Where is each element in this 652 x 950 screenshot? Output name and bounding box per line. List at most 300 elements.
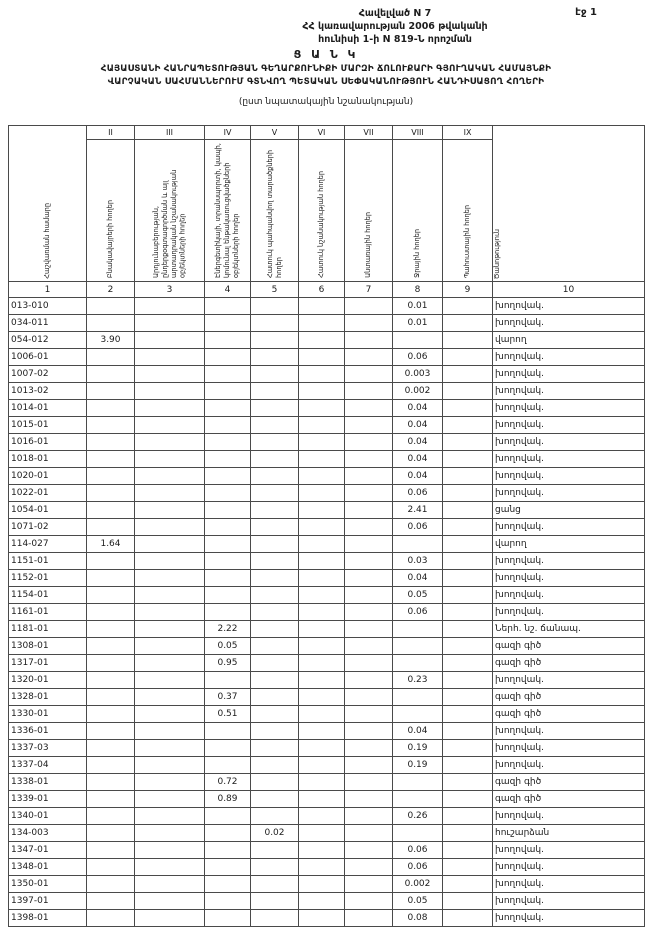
value-cell	[135, 791, 205, 808]
parcel-code: 1398-01	[9, 910, 87, 927]
value-cell	[205, 417, 251, 434]
table-row	[9, 791, 645, 808]
column-label: Ծանոթություն	[493, 228, 501, 279]
value-cell	[205, 808, 251, 825]
column-label: Հատուկ պահպանվող տարածքների հողեր	[265, 149, 283, 278]
note-cell: խողովակ.	[493, 808, 645, 825]
value-cell	[443, 910, 493, 927]
value-cell	[87, 740, 135, 757]
column-header	[443, 140, 493, 282]
value-cell	[443, 298, 493, 315]
value-cell	[87, 417, 135, 434]
column-number: 6	[299, 282, 345, 298]
value-cell	[443, 485, 493, 502]
parcel-code: 1337-03	[9, 740, 87, 757]
value-cell	[345, 502, 393, 519]
note-cell: գազի գիծ	[493, 774, 645, 791]
table-row	[9, 400, 645, 417]
value-cell	[135, 383, 205, 400]
value-cell	[87, 876, 135, 893]
parcel-code: 1022-01	[9, 485, 87, 502]
value-cell	[251, 621, 299, 638]
value-cell	[251, 502, 299, 519]
value-cell: 2.22	[205, 621, 251, 638]
value-cell	[251, 400, 299, 417]
parcel-code: 1181-01	[9, 621, 87, 638]
table-row	[9, 672, 645, 689]
value-cell	[251, 638, 299, 655]
column-numeral: VII	[345, 126, 393, 140]
value-cell	[299, 859, 345, 876]
value-cell	[205, 502, 251, 519]
column-header	[251, 140, 299, 282]
value-cell: 0.72	[205, 774, 251, 791]
value-cell	[251, 315, 299, 332]
value-cell	[87, 842, 135, 859]
value-cell	[135, 723, 205, 740]
value-cell	[87, 621, 135, 638]
value-cell	[135, 757, 205, 774]
column-label: Հաշվառման համարը	[43, 203, 52, 279]
note-cell: խողովակ.	[493, 400, 645, 417]
document-type-heading: Ց Ա Ն Կ	[293, 48, 359, 61]
table-row	[9, 519, 645, 536]
table-row	[9, 587, 645, 604]
value-cell	[299, 468, 345, 485]
note-cell: խողովակ.	[493, 570, 645, 587]
table-row	[9, 349, 645, 366]
value-cell	[87, 434, 135, 451]
value-cell	[135, 655, 205, 672]
value-cell	[251, 434, 299, 451]
column-numeral: II	[87, 126, 135, 140]
value-cell	[299, 876, 345, 893]
value-cell	[205, 366, 251, 383]
parcel-code: 1320-01	[9, 672, 87, 689]
value-cell	[205, 536, 251, 553]
parcel-code: 1339-01	[9, 791, 87, 808]
note-cell: խողովակ.	[493, 893, 645, 910]
column-number: 3	[135, 282, 205, 298]
parcel-code: 1020-01	[9, 468, 87, 485]
value-cell	[205, 383, 251, 400]
parcel-code: 1007-02	[9, 366, 87, 383]
value-cell	[87, 298, 135, 315]
table-row	[9, 876, 645, 893]
parcel-code: 1006-01	[9, 349, 87, 366]
value-cell: 0.01	[393, 298, 443, 315]
value-cell	[299, 383, 345, 400]
value-cell	[205, 451, 251, 468]
value-cell	[251, 655, 299, 672]
value-cell	[345, 332, 393, 349]
value-cell	[87, 485, 135, 502]
value-cell	[345, 315, 393, 332]
table-row	[9, 315, 645, 332]
table-row	[9, 434, 645, 451]
note-cell: ցանց	[493, 502, 645, 519]
note-cell: խողովակ.	[493, 298, 645, 315]
value-cell	[205, 587, 251, 604]
column-header	[205, 140, 251, 282]
note-cell: խողովակ.	[493, 723, 645, 740]
value-cell: 0.003	[393, 366, 443, 383]
value-cell: 0.04	[393, 570, 443, 587]
value-cell	[345, 298, 393, 315]
parcel-code: 114-027	[9, 536, 87, 553]
value-cell	[443, 604, 493, 621]
value-cell	[135, 638, 205, 655]
value-cell	[345, 519, 393, 536]
value-cell	[299, 757, 345, 774]
column-header	[299, 140, 345, 282]
value-cell	[251, 587, 299, 604]
note-cell: գազի գիծ	[493, 791, 645, 808]
table-row	[9, 723, 645, 740]
table-row	[9, 740, 645, 757]
note-cell: խողովակ.	[493, 383, 645, 400]
note-cell: խողովակ.	[493, 553, 645, 570]
value-cell	[443, 723, 493, 740]
table-row	[9, 451, 645, 468]
value-cell	[87, 774, 135, 791]
value-cell	[299, 706, 345, 723]
value-cell	[443, 689, 493, 706]
document-title-line-2: ՎԱՐՉԱԿԱՆ ՍԱՀՄԱՆՆԵՐՈՒՄ ԳՏՆՎՈՂ ՊԵՏԱԿԱՆ ՍԵՓԱԿԱՆՈՒԹՅՈՒՆ ՀԱՆԴԻՍԱՑՈՂ ՀՈՂԵՐԻ	[107, 76, 545, 87]
parcel-code: 013-010	[9, 298, 87, 315]
table-row	[9, 536, 645, 553]
column-header	[345, 140, 393, 282]
value-cell	[135, 536, 205, 553]
column-header-note	[493, 126, 645, 282]
value-cell: 0.26	[393, 808, 443, 825]
value-cell	[251, 791, 299, 808]
note-cell: խողովակ.	[493, 349, 645, 366]
column-header	[87, 140, 135, 282]
parcel-code: 1152-01	[9, 570, 87, 587]
note-cell: խողովակ.	[493, 519, 645, 536]
value-cell	[87, 553, 135, 570]
value-cell	[251, 757, 299, 774]
value-cell: 0.06	[393, 859, 443, 876]
value-cell	[443, 774, 493, 791]
value-cell	[393, 332, 443, 349]
value-cell	[443, 570, 493, 587]
value-cell	[299, 315, 345, 332]
value-cell	[205, 553, 251, 570]
value-cell	[251, 893, 299, 910]
value-cell	[345, 893, 393, 910]
column-label: Ջրային հողեր	[413, 229, 422, 278]
table-row	[9, 825, 645, 842]
value-cell	[87, 723, 135, 740]
value-cell	[251, 298, 299, 315]
value-cell	[135, 604, 205, 621]
value-cell	[299, 536, 345, 553]
parcel-code: 1337-04	[9, 757, 87, 774]
value-cell	[345, 553, 393, 570]
value-cell	[443, 672, 493, 689]
value-cell	[135, 808, 205, 825]
value-cell	[345, 621, 393, 638]
value-cell	[299, 553, 345, 570]
value-cell	[135, 519, 205, 536]
column-label: Հատուկ նշանակության հողեր	[317, 171, 326, 278]
value-cell	[205, 859, 251, 876]
value-cell	[443, 553, 493, 570]
value-cell	[443, 349, 493, 366]
value-cell	[251, 570, 299, 587]
value-cell	[251, 604, 299, 621]
value-cell	[299, 519, 345, 536]
value-cell	[87, 519, 135, 536]
value-cell: 0.05	[393, 587, 443, 604]
table-row	[9, 298, 645, 315]
value-cell	[443, 502, 493, 519]
parcel-code: 034-011	[9, 315, 87, 332]
value-cell	[251, 536, 299, 553]
value-cell	[443, 808, 493, 825]
parcel-code: 1347-01	[9, 842, 87, 859]
value-cell	[205, 570, 251, 587]
value-cell: 0.04	[393, 434, 443, 451]
parcel-code: 1328-01	[9, 689, 87, 706]
note-cell: գազի գիծ	[493, 706, 645, 723]
column-label: Արդյունաբերության, ընդերքօգտագործման և այլ արտադրական նշանակության օբյեկտների հողեր	[151, 169, 187, 278]
table-row	[9, 570, 645, 587]
value-cell	[87, 859, 135, 876]
value-cell	[251, 451, 299, 468]
value-cell	[443, 757, 493, 774]
value-cell	[443, 655, 493, 672]
table-row	[9, 553, 645, 570]
value-cell	[345, 825, 393, 842]
value-cell	[251, 332, 299, 349]
value-cell	[345, 383, 393, 400]
value-cell	[251, 842, 299, 859]
table-row	[9, 910, 645, 927]
column-number: 8	[393, 282, 443, 298]
value-cell	[87, 451, 135, 468]
value-cell	[87, 400, 135, 417]
table-row	[9, 468, 645, 485]
value-cell	[87, 315, 135, 332]
value-cell	[345, 468, 393, 485]
value-cell	[393, 774, 443, 791]
table-header	[9, 126, 645, 298]
note-cell: խողովակ.	[493, 468, 645, 485]
value-cell	[251, 553, 299, 570]
value-cell	[299, 400, 345, 417]
value-cell	[135, 706, 205, 723]
value-cell	[205, 315, 251, 332]
appendix-line: Հավելված N 7	[358, 8, 432, 19]
value-cell	[205, 757, 251, 774]
value-cell	[443, 893, 493, 910]
value-cell	[299, 298, 345, 315]
value-cell	[299, 366, 345, 383]
note-cell: Ներհ. նշ. ճանապ.	[493, 621, 645, 638]
value-cell	[205, 740, 251, 757]
table-row	[9, 638, 645, 655]
value-cell	[251, 468, 299, 485]
table-row	[9, 502, 645, 519]
parcel-code: 1340-01	[9, 808, 87, 825]
value-cell	[205, 604, 251, 621]
value-cell: 0.51	[205, 706, 251, 723]
value-cell	[345, 672, 393, 689]
parcel-code: 1071-02	[9, 519, 87, 536]
value-cell	[87, 468, 135, 485]
value-cell	[135, 825, 205, 842]
value-cell	[443, 519, 493, 536]
note-cell: գազի գիծ	[493, 655, 645, 672]
note-cell: խողովակ.	[493, 859, 645, 876]
value-cell	[345, 689, 393, 706]
value-cell	[443, 842, 493, 859]
value-cell	[299, 910, 345, 927]
value-cell	[345, 808, 393, 825]
value-cell	[299, 740, 345, 757]
value-cell	[299, 417, 345, 434]
value-cell: 0.08	[393, 910, 443, 927]
column-numeral: VIII	[393, 126, 443, 140]
value-cell	[299, 570, 345, 587]
value-cell	[299, 434, 345, 451]
value-cell	[251, 859, 299, 876]
value-cell: 1.64	[87, 536, 135, 553]
note-cell: գազի գիծ	[493, 638, 645, 655]
land-register-table	[8, 125, 645, 927]
value-cell	[443, 621, 493, 638]
document-title-line-1: ՀԱՅԱՍՏԱՆԻ ՀԱՆՐԱՊԵՏՈՒԹՅԱՆ ԳԵՂԱՐՔՈՒՆԻՔԻ ՄԱՐԶԻ ՃՈԼՈՒՔԱՐԻ ԳՅՈՒՂԱԿԱՆ ՀԱՄԱՅՆՔԻ	[100, 64, 552, 74]
value-cell	[251, 723, 299, 740]
value-cell	[87, 366, 135, 383]
note-cell: խողովակ.	[493, 740, 645, 757]
value-cell	[135, 553, 205, 570]
parcel-code: 1014-01	[9, 400, 87, 417]
value-cell	[443, 536, 493, 553]
value-cell: 0.37	[205, 689, 251, 706]
table-row	[9, 383, 645, 400]
value-cell	[87, 689, 135, 706]
value-cell	[251, 876, 299, 893]
value-cell	[299, 587, 345, 604]
value-cell	[87, 672, 135, 689]
value-cell: 0.002	[393, 876, 443, 893]
parcel-code: 134-003	[9, 825, 87, 842]
value-cell	[345, 604, 393, 621]
value-cell	[443, 400, 493, 417]
value-cell	[135, 315, 205, 332]
value-cell: 0.002	[393, 383, 443, 400]
column-label: Բնակավայրերի հողեր	[106, 199, 115, 278]
value-cell	[345, 587, 393, 604]
value-cell	[205, 825, 251, 842]
value-cell	[443, 791, 493, 808]
table-row	[9, 893, 645, 910]
note-cell: խողովակ.	[493, 587, 645, 604]
parcel-code: 1016-01	[9, 434, 87, 451]
note-cell: խողովակ.	[493, 842, 645, 859]
document-title	[0, 63, 652, 89]
value-cell: 0.04	[393, 468, 443, 485]
value-cell: 0.04	[393, 723, 443, 740]
value-cell	[251, 417, 299, 434]
value-cell	[345, 910, 393, 927]
value-cell	[299, 774, 345, 791]
value-cell	[205, 842, 251, 859]
value-cell	[87, 757, 135, 774]
table-row	[9, 689, 645, 706]
value-cell	[205, 519, 251, 536]
column-number: 9	[443, 282, 493, 298]
parcel-code: 1015-01	[9, 417, 87, 434]
value-cell	[443, 468, 493, 485]
value-cell	[251, 774, 299, 791]
value-cell	[205, 672, 251, 689]
document-subtitle: (ըստ նպատակային նշանակության)	[238, 97, 414, 107]
value-cell	[135, 570, 205, 587]
value-cell	[87, 893, 135, 910]
value-cell	[251, 383, 299, 400]
value-cell	[135, 876, 205, 893]
value-cell: 0.89	[205, 791, 251, 808]
value-cell	[393, 689, 443, 706]
column-numeral: IV	[205, 126, 251, 140]
value-cell	[135, 859, 205, 876]
column-header	[393, 140, 443, 282]
value-cell: 0.03	[393, 553, 443, 570]
parcel-code: 1350-01	[9, 876, 87, 893]
value-cell: 3.90	[87, 332, 135, 349]
value-cell	[345, 451, 393, 468]
value-cell	[135, 468, 205, 485]
value-cell	[251, 366, 299, 383]
value-cell	[87, 502, 135, 519]
value-cell	[87, 349, 135, 366]
value-cell	[299, 621, 345, 638]
note-cell: վարող	[493, 536, 645, 553]
value-cell	[135, 689, 205, 706]
table-row	[9, 842, 645, 859]
parcel-code: 1338-01	[9, 774, 87, 791]
parcel-code: 1154-01	[9, 587, 87, 604]
column-number: 4	[205, 282, 251, 298]
value-cell	[443, 859, 493, 876]
value-cell	[87, 825, 135, 842]
value-cell	[87, 655, 135, 672]
value-cell	[299, 672, 345, 689]
parcel-code: 1348-01	[9, 859, 87, 876]
value-cell	[345, 876, 393, 893]
value-cell	[345, 400, 393, 417]
column-header	[135, 140, 205, 282]
column-numeral: IX	[443, 126, 493, 140]
value-cell: 0.04	[393, 417, 443, 434]
value-cell	[251, 349, 299, 366]
value-cell	[135, 349, 205, 366]
value-cell	[135, 502, 205, 519]
column-number: 2	[87, 282, 135, 298]
value-cell: 0.06	[393, 519, 443, 536]
parcel-code: 1308-01	[9, 638, 87, 655]
column-numeral: V	[251, 126, 299, 140]
parcel-code: 1054-01	[9, 502, 87, 519]
value-cell	[299, 638, 345, 655]
value-cell: 0.05	[393, 893, 443, 910]
value-cell	[299, 349, 345, 366]
